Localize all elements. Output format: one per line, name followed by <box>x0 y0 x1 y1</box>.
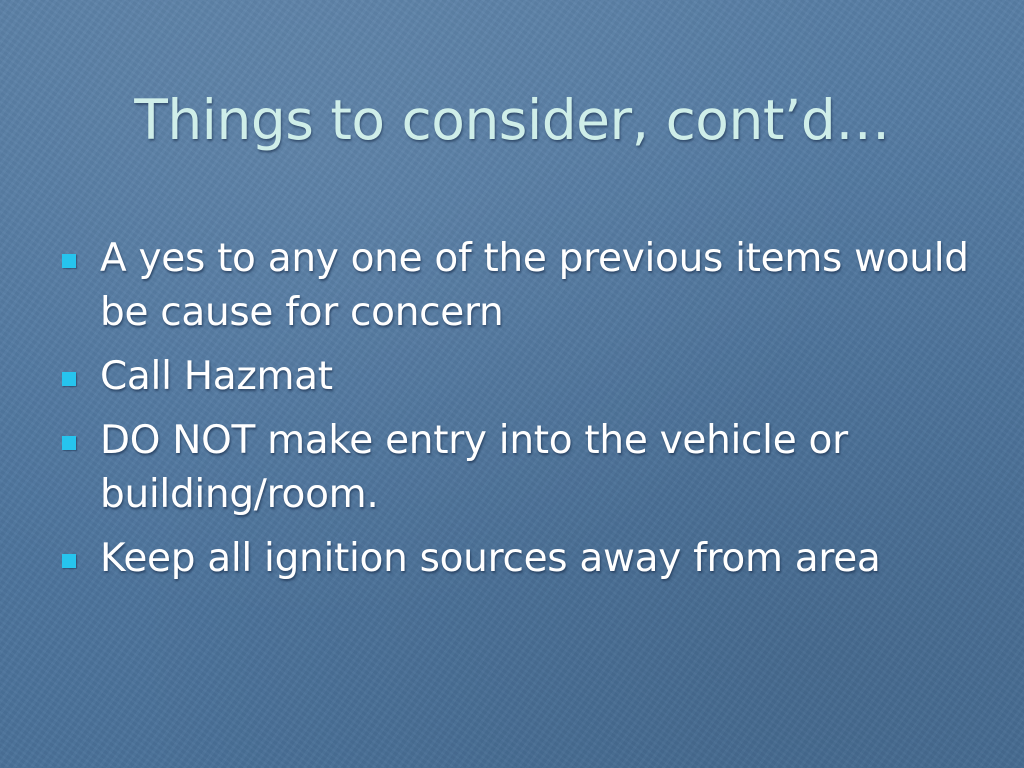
square-bullet-icon <box>62 372 76 386</box>
slide-title: Things to consider, cont’d… <box>134 88 890 152</box>
bullet-item <box>62 232 982 340</box>
bullet-item <box>62 532 982 586</box>
square-bullet-icon <box>62 554 76 568</box>
square-bullet-icon <box>62 254 76 268</box>
bullet-text: Keep all ignition sources away from area <box>100 536 881 581</box>
bullet-list <box>62 232 982 596</box>
bullet-text: Call Hazmat <box>100 354 333 399</box>
square-bullet-icon <box>62 436 76 450</box>
bullet-text: A yes to any one of the previous items would be cause for concern <box>100 236 969 335</box>
bullet-text: DO NOT make entry into the vehicle or building/room. <box>100 418 848 517</box>
bullet-item <box>62 414 982 522</box>
bullet-item <box>62 350 982 404</box>
